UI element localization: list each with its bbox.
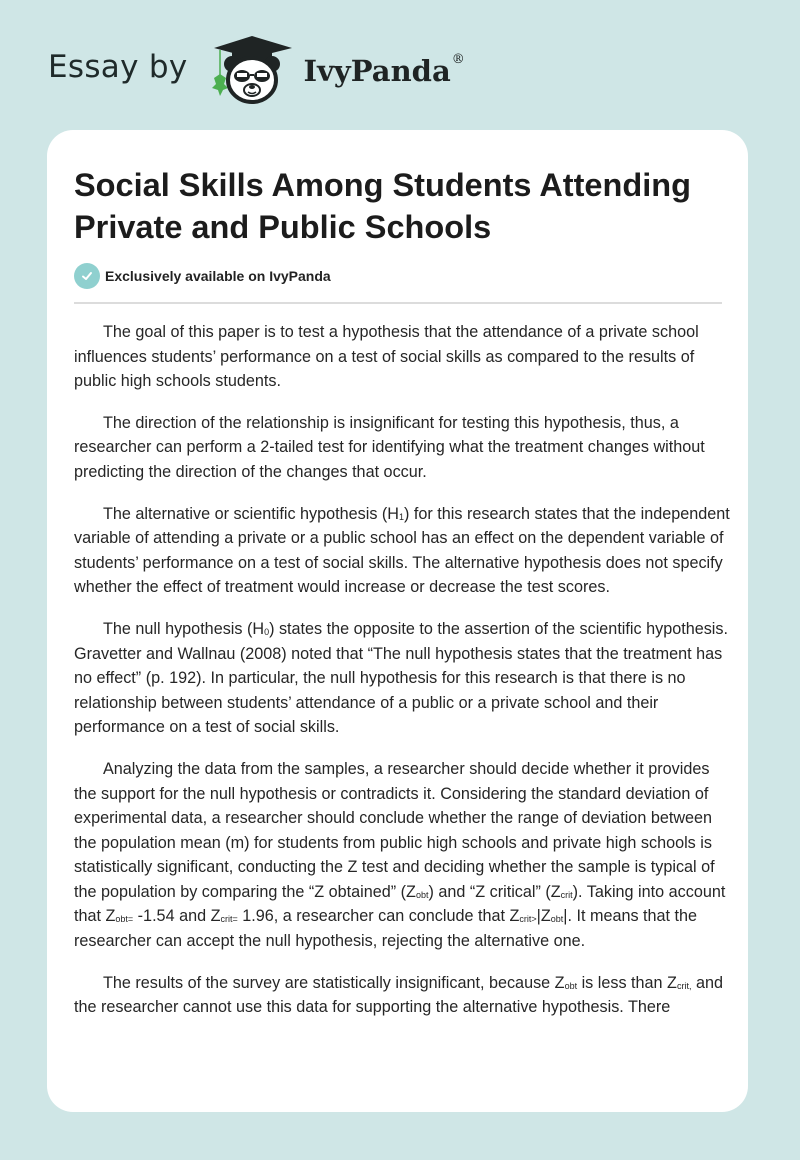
- text-run: The alternative or scientific hypothesis (H: [103, 504, 399, 523]
- text-run: ) for this research states that the independent variable of attending a private or a public school has an effect on the dependent variable of students’ performance on a test of social skills. The alternative hypothesis does not specify whether the effect of treatment would increase or decrease the test scores.: [74, 504, 730, 597]
- text-run: and the researcher cannot use this data for supporting the alternative hypothesis. There: [74, 973, 723, 1017]
- paragraph: The direction of the relationship is insignificant for testing this hypothesis, thus, a researcher can perform a 2-tailed test for identifying what the treatment changes without predicting the direction of the changes that occur.: [74, 413, 705, 481]
- registered-mark: ®: [451, 52, 465, 67]
- text-run: |. It means that the researcher can accept the null hypothesis, rejecting the alternative one.: [74, 907, 698, 951]
- paragraph: [74, 971, 730, 1020]
- text-run: ). Taking into account that Z: [74, 882, 726, 926]
- essay-card: [47, 130, 748, 1112]
- subscript: crit,: [676, 980, 692, 991]
- page-title: Social Skills Among Students Attending Private and Public Schools: [74, 167, 691, 245]
- text-run: The null hypothesis (H: [103, 619, 265, 638]
- subscript: obt=: [115, 914, 134, 925]
- paragraph: [74, 502, 730, 600]
- site-header: [48, 30, 465, 110]
- subscript: crit=: [220, 914, 238, 925]
- brand-name[interactable]: [304, 54, 465, 88]
- text-run: Analyzing the data from the samples, a researcher should decide whether it provides the support for the null hypothesis or contradicts it. Considering the standard deviation of experimental data, a researcher should conclude whether the range of deviation between the population mean (m) for students from public high schools and private high schools is statistically significant, conducting the Z test and deciding whether the sample is typical of the population by comparing the “Z obtained” (Z: [74, 759, 715, 901]
- text-run: ) states the opposite to the assertion of the scientific hypothesis. Gravetter and Wallnau (2008) noted that “The null hypothesis states that the treatment has no effect” (p. 192). In particular, the null hypothesis for this research is that there is no relationship between students’ attendance of a public or a private school and their performance on a test of social skills.: [74, 619, 728, 737]
- text-run: The results of the survey are statistically insignificant, because Z: [103, 973, 565, 992]
- exclusive-label: Exclusively available on IvyPanda: [105, 268, 331, 284]
- essay-by-label: Essay by: [48, 49, 188, 85]
- text-run: ) and “Z critical” (Z: [428, 882, 561, 901]
- divider: [74, 302, 722, 304]
- subscript: 1: [399, 511, 405, 522]
- essay-body: [74, 320, 730, 1037]
- text-run: 1.96, a researcher can conclude that Z: [237, 907, 520, 926]
- text-run: -1.54 and Z: [133, 907, 221, 926]
- subscript: 0: [264, 626, 270, 637]
- subscript: crit>: [519, 914, 537, 925]
- brand-text: IvyPanda: [303, 54, 451, 88]
- exclusive-badge: [74, 263, 331, 289]
- text-run: is less than Z: [577, 973, 677, 992]
- check-circle-icon: [74, 263, 100, 289]
- paragraph: The goal of this paper is to test a hypothesis that the attendance of a private school influences students’ performance on a test of social skills as compared to the results of public high schools students.: [74, 323, 699, 391]
- text-run: |Z: [536, 907, 551, 926]
- subscript: obt: [550, 914, 564, 925]
- subscript: obt: [415, 889, 429, 900]
- panda-graduate-logo-icon[interactable]: [206, 30, 298, 110]
- paragraph: [74, 757, 730, 954]
- subscript: crit: [560, 889, 573, 900]
- paragraph: [74, 617, 730, 740]
- subscript: obt: [564, 980, 578, 991]
